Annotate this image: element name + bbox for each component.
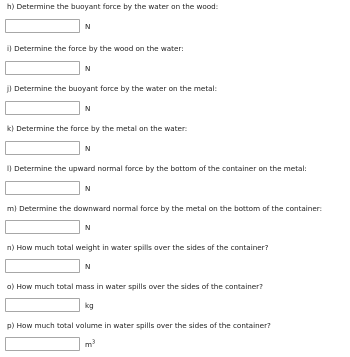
question-o-answer-input[interactable] xyxy=(5,298,80,312)
question-k-prompt: k) Determine the force by the metal on the water: xyxy=(7,124,188,133)
question-p-answer-row xyxy=(5,337,95,351)
question-m-answer-row xyxy=(5,220,90,234)
question-l-answer-row xyxy=(5,181,90,195)
question-h-prompt: h) Determine the buoyant force by the water on the wood: xyxy=(7,2,219,11)
question-o-answer-row xyxy=(5,298,94,312)
question-m-answer-input[interactable] xyxy=(5,220,80,234)
question-p-unit: $m^3$ xyxy=(85,339,96,349)
question-h-unit: N xyxy=(85,21,91,31)
question-i-answer-row xyxy=(5,61,90,75)
question-k-answer-input[interactable] xyxy=(5,141,80,155)
question-l-answer-input[interactable] xyxy=(5,181,80,195)
question-k-answer-row xyxy=(5,141,90,155)
question-p-answer-input[interactable] xyxy=(5,337,80,351)
question-n-unit: N xyxy=(85,261,91,271)
question-n-answer-input[interactable] xyxy=(5,259,80,273)
question-h-answer-input[interactable] xyxy=(5,19,80,33)
question-h-answer-row xyxy=(5,19,90,33)
question-o-prompt: o) How much total mass in water spills over the sides of the container? xyxy=(7,282,263,291)
question-l-prompt: l) Determine the upward normal force by the bottom of the container on the metal: xyxy=(7,164,307,173)
question-n-answer-row xyxy=(5,259,90,273)
question-p-prompt: p) How much total volume in water spills over the sides of the container? xyxy=(7,321,271,330)
question-o-unit: kg xyxy=(85,300,94,310)
question-i-answer-input[interactable] xyxy=(5,61,80,75)
question-n-prompt: n) How much total weight in water spills over the sides of the container? xyxy=(7,243,269,252)
question-k-unit: N xyxy=(85,143,91,153)
question-m-prompt: m) Determine the downward normal force by the metal on the bottom of the container: xyxy=(7,204,323,213)
question-j-prompt: j) Determine the buoyant force by the water on the metal: xyxy=(7,84,217,93)
question-j-answer-row xyxy=(5,101,90,115)
question-i-prompt: i) Determine the force by the wood on the water: xyxy=(7,44,184,53)
question-m-unit: N xyxy=(85,222,91,232)
question-i-unit: N xyxy=(85,63,91,73)
question-j-answer-input[interactable] xyxy=(5,101,80,115)
question-l-unit: N xyxy=(85,183,91,193)
question-j-unit: N xyxy=(85,103,91,113)
